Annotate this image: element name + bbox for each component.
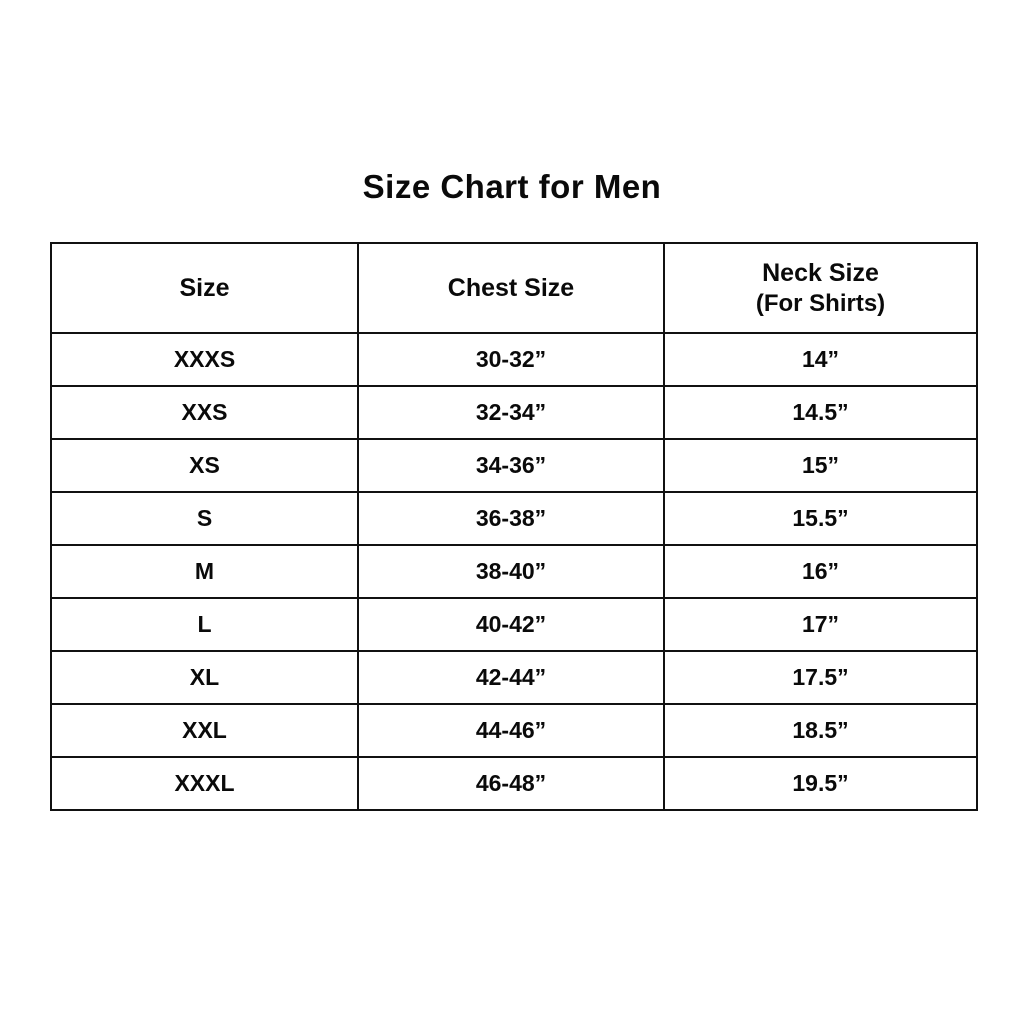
neck-cell: 15” <box>664 439 977 492</box>
size-cell: S <box>51 492 358 545</box>
table-row <box>51 333 977 386</box>
neck-cell: 17” <box>664 598 977 651</box>
chest-cell: 36-38” <box>358 492 664 545</box>
size-cell: XXXL <box>51 757 358 810</box>
neck-cell: 15.5” <box>664 492 977 545</box>
chest-cell: 40-42” <box>358 598 664 651</box>
neck-cell: 16” <box>664 545 977 598</box>
chest-cell: 44-46” <box>358 704 664 757</box>
size-cell: XS <box>51 439 358 492</box>
table-row <box>51 492 977 545</box>
header-neck-size-sublabel: (For Shirts) <box>755 289 886 317</box>
table-row <box>51 386 977 439</box>
table-row <box>51 704 977 757</box>
size-cell: XXXS <box>51 333 358 386</box>
size-cell: XXL <box>51 704 358 757</box>
size-cell: XL <box>51 651 358 704</box>
neck-cell: 14.5” <box>664 386 977 439</box>
size-cell: L <box>51 598 358 651</box>
table-row <box>51 651 977 704</box>
size-cell: XXS <box>51 386 358 439</box>
chart-title: Size Chart for Men <box>362 168 662 205</box>
neck-cell: 19.5” <box>664 757 977 810</box>
header-size-label: Size <box>179 273 230 302</box>
header-neck-size <box>664 243 977 333</box>
table-row <box>51 439 977 492</box>
neck-cell: 18.5” <box>664 704 977 757</box>
table-header-row <box>51 243 977 333</box>
chest-cell: 42-44” <box>358 651 664 704</box>
chest-cell: 46-48” <box>358 757 664 810</box>
neck-cell: 17.5” <box>664 651 977 704</box>
chest-cell: 38-40” <box>358 545 664 598</box>
chest-cell: 34-36” <box>358 439 664 492</box>
table-row <box>51 598 977 651</box>
size-table <box>50 242 978 811</box>
table-row <box>51 757 977 810</box>
header-chest-size <box>358 243 664 333</box>
header-neck-size-label: Neck Size <box>762 258 879 287</box>
size-cell: M <box>51 545 358 598</box>
chest-cell: 32-34” <box>358 386 664 439</box>
header-size <box>51 243 358 333</box>
chest-cell: 30-32” <box>358 333 664 386</box>
header-chest-size-label: Chest Size <box>447 273 575 302</box>
table-row <box>51 545 977 598</box>
neck-cell: 14” <box>664 333 977 386</box>
